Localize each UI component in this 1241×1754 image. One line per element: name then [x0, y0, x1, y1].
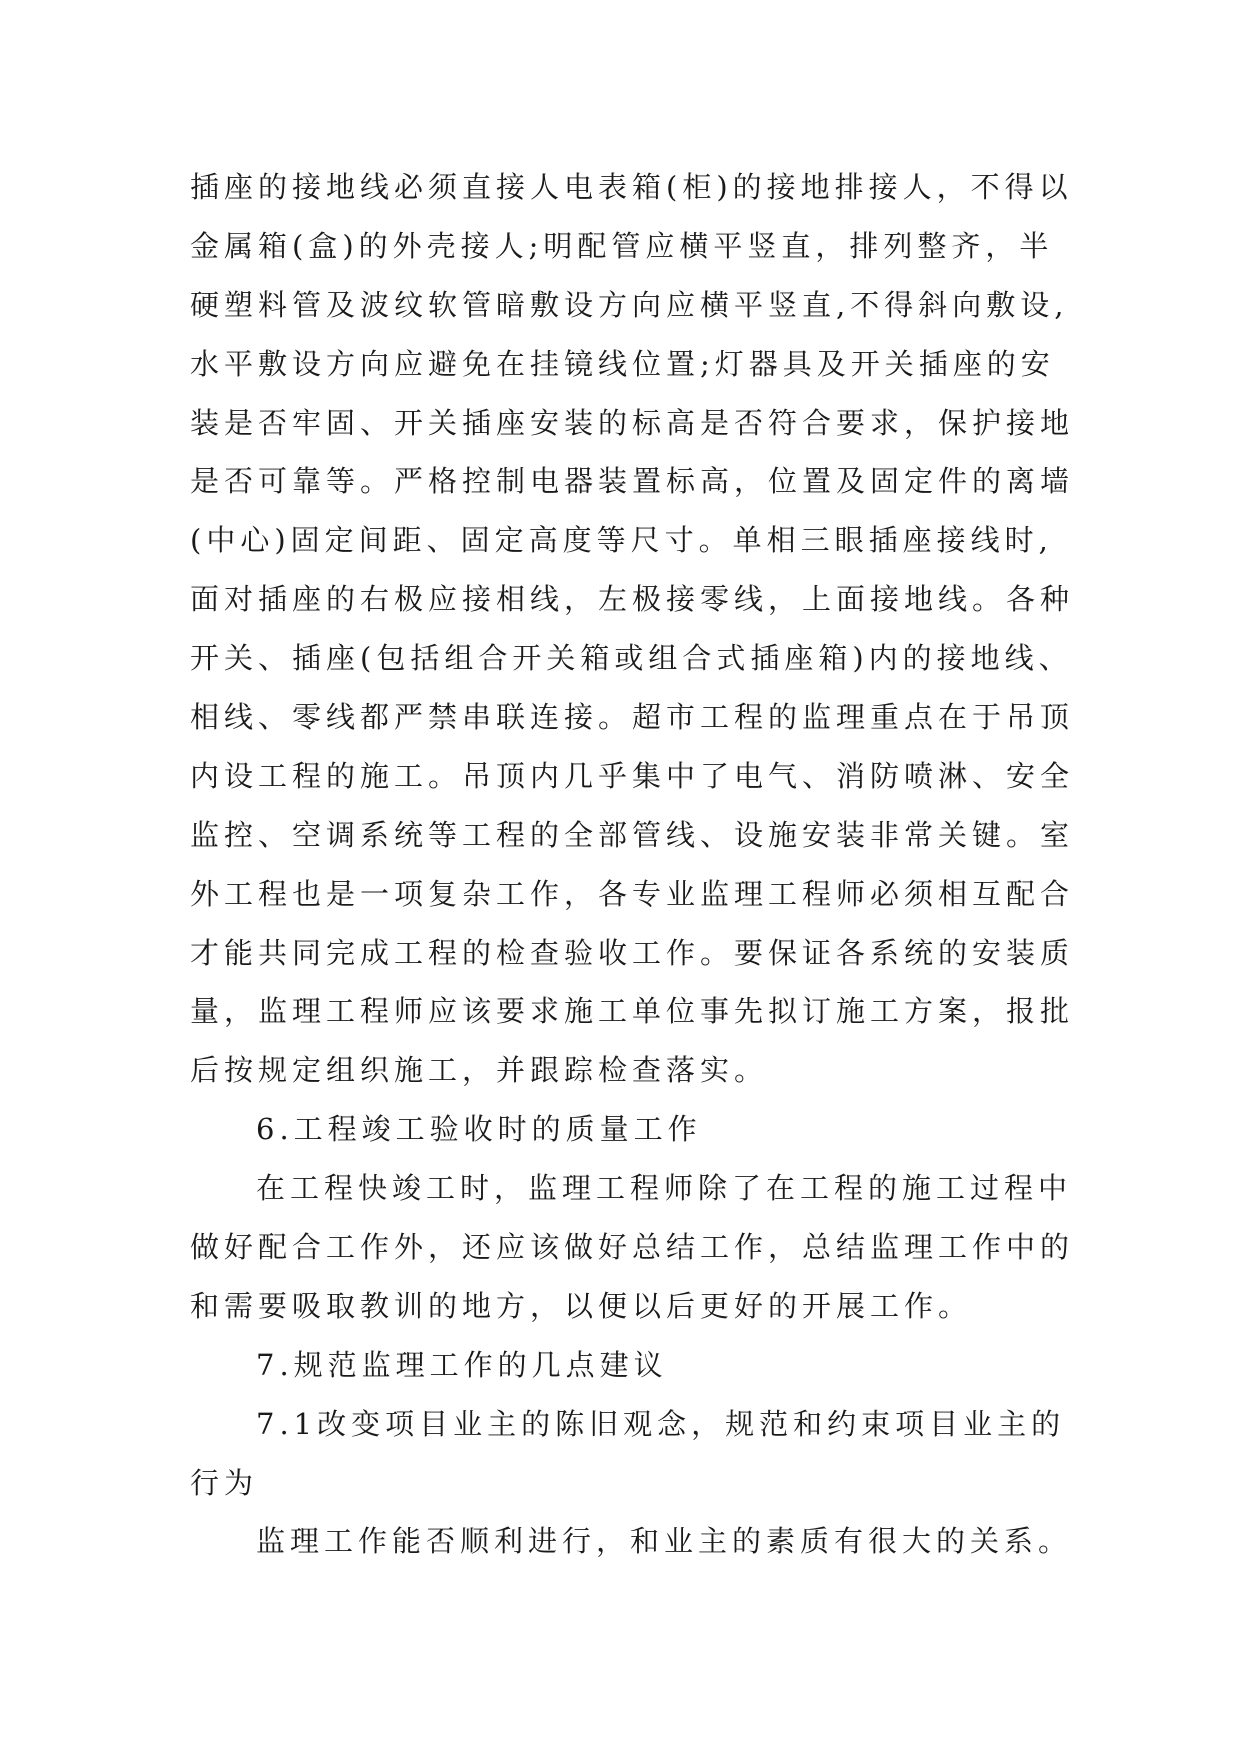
text-line: 内设工程的施工。吊顶内几乎集中了电气、消防喷淋、安全 [190, 758, 1075, 793]
text-line: 水平敷设方向应避免在挂镜线位置;灯器具及开关插座的安 [190, 346, 1055, 381]
text-line: 开关、插座(包括组合开关箱或组合式插座箱)内的接地线、 [190, 641, 1073, 676]
text-line: 才能共同完成工程的检查验收工作。要保证各系统的安装质 [190, 935, 1075, 970]
text-line: 装是否牢固、开关插座安装的标高是否符合要求，保护接地 [190, 405, 1075, 440]
subsection-heading-continuation: 行为 [190, 1465, 259, 1500]
text-line: 和需要吸取教训的地方，以便以后更好的开展工作。 [190, 1288, 973, 1323]
text-line: 量，监理工程师应该要求施工单位事先拟订施工方案，报批 [190, 994, 1075, 1029]
subsection-heading: 7.1改变项目业主的陈旧观念，规范和约束项目业主的 [256, 1406, 1066, 1441]
text-line: 在工程快竣工时，监理工程师除了在工程的施工过程中 [256, 1171, 1073, 1206]
text-line: 监理工作能否顺利进行，和业主的素质有很大的关系。 [256, 1524, 1073, 1559]
text-line: 监控、空调系统等工程的全部管线、设施安装非常关键。室 [190, 817, 1075, 852]
text-line: 金属箱(盒)的外壳接人;明配管应横平竖直，排列整齐，半 [190, 228, 1054, 263]
section-heading: 6.工程竣工验收时的质量工作 [256, 1112, 702, 1147]
text-line: (中心)固定间距、固定高度等尺寸。单相三眼插座接线时, [190, 523, 1053, 558]
section-heading: 7.规范监理工作的几点建议 [256, 1347, 668, 1382]
text-line: 是否可靠等。严格控制电器装置标高，位置及固定件的离墙 [190, 464, 1075, 499]
text-line: 相线、零线都严禁串联连接。超市工程的监理重点在于吊顶 [190, 700, 1075, 735]
text-line: 面对插座的右极应接相线，左极接零线，上面接地线。各种 [190, 582, 1075, 617]
text-line: 插座的接地线必须直接人电表箱(柜)的接地排接人，不得以 [190, 170, 1073, 204]
text-line: 做好配合工作外，还应该做好总结工作，总结监理工作中的 [190, 1230, 1075, 1265]
body-text [190, 158, 1120, 1571]
text-line: 外工程也是一项复杂工作，各专业监理工程师必须相互配合 [190, 876, 1075, 911]
text-line: 硬塑料管及波纹软管暗敷设方向应横平竖直,不得斜向敷设, [190, 287, 1069, 322]
text-line: 后按规定组织施工，并跟踪检查落实。 [190, 1053, 769, 1088]
